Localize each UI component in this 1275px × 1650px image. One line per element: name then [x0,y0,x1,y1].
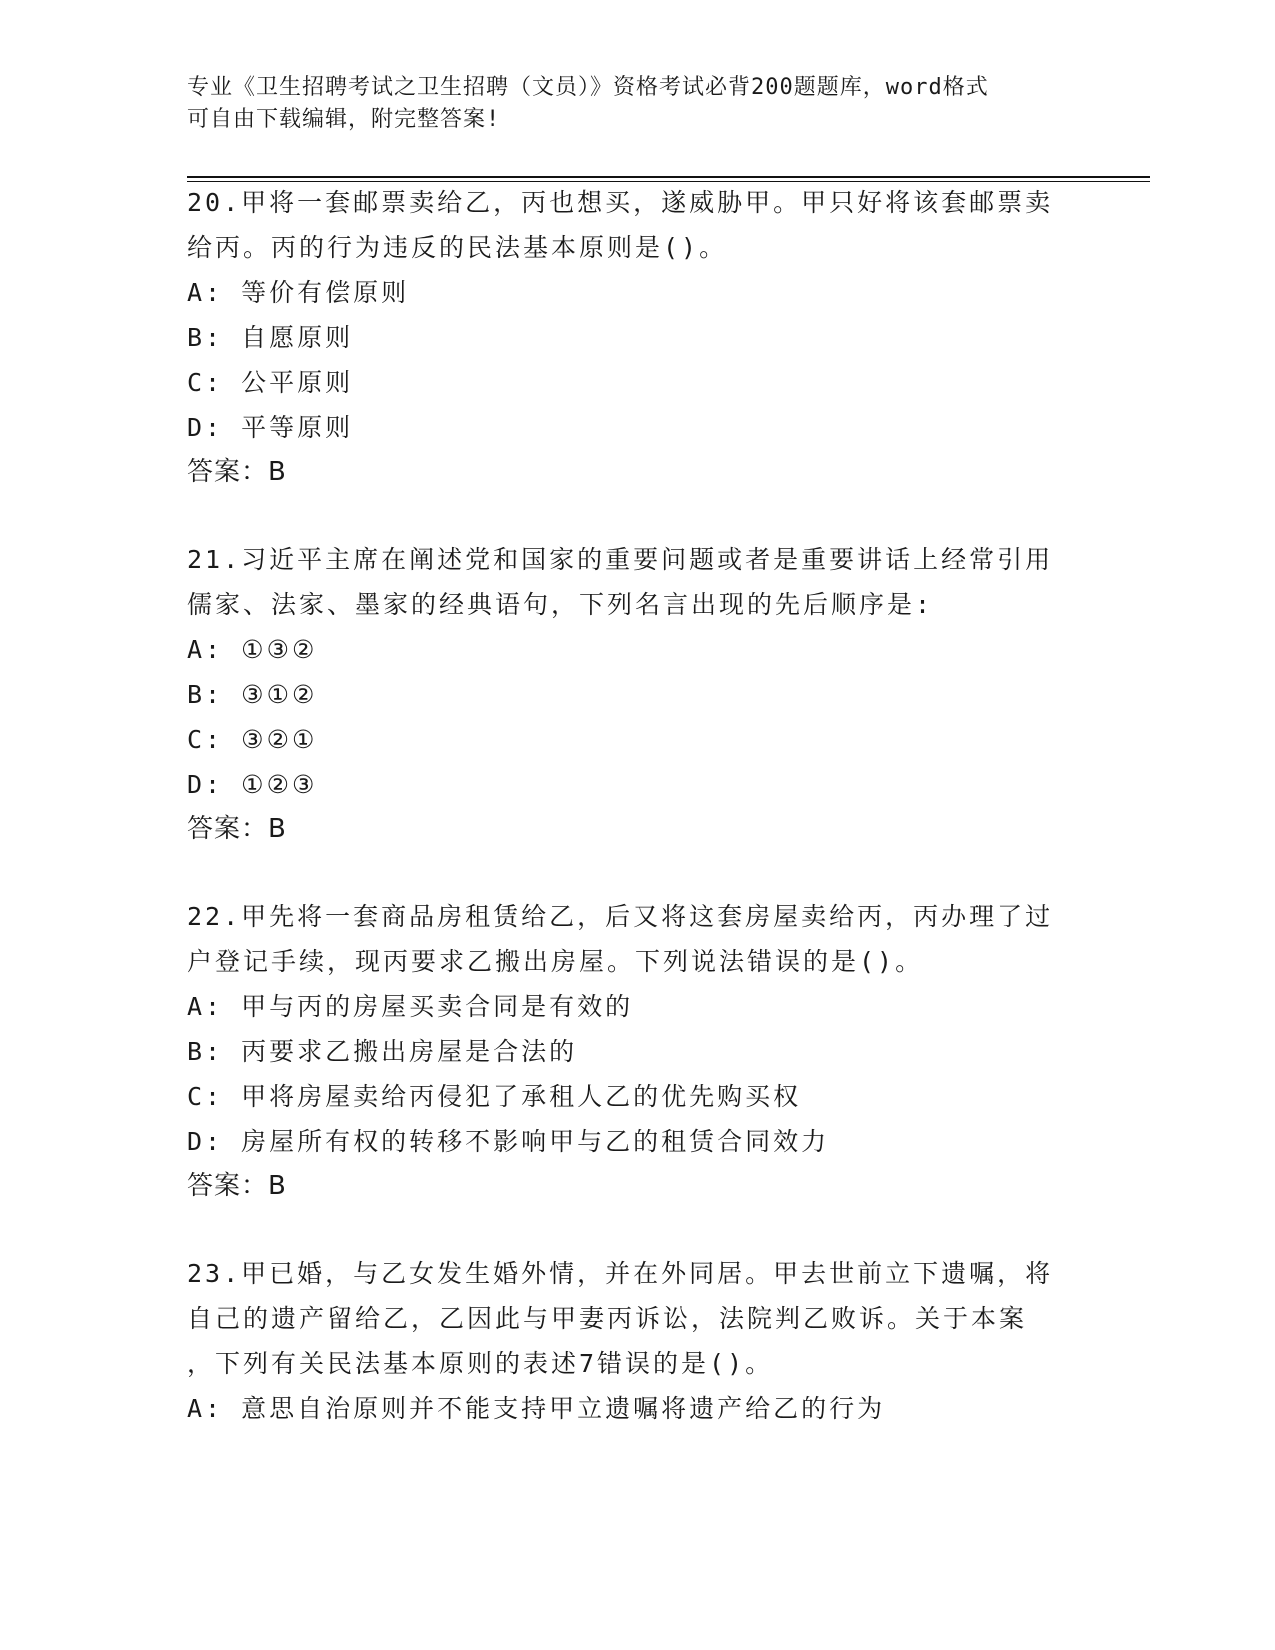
option-c: C: 公平原则 [187,368,354,397]
question-stem-line: 23.甲已婚，与乙女发生婚外情，并在外同居。甲去世前立下遗嘱，将 [187,1259,1054,1288]
header-divider-thick [187,176,1150,178]
option-a: A: 甲与丙的房屋买卖合同是有效的 [187,992,634,1021]
option-b: B: 丙要求乙搬出房屋是合法的 [187,1037,578,1066]
header-line-2: 可自由下载编辑，附完整答案! [187,107,501,132]
question-stem-line: 20.甲将一套邮票卖给乙，丙也想买，遂威胁甲。甲只好将该套邮票卖 [187,188,1054,217]
option-d: D: 房屋所有权的转移不影响甲与乙的租赁合同效力 [187,1127,830,1156]
option-a: A: 意思自治原则并不能支持甲立遗嘱将遗产给乙的行为 [187,1394,886,1423]
question-22 [187,894,1087,1209]
option-a: A: 等价有偿原则 [187,278,410,307]
question-21 [187,537,1087,852]
option-b: B: 自愿原则 [187,323,354,352]
option-c: C: 甲将房屋卖给丙侵犯了承租人乙的优先购买权 [187,1082,802,1111]
document-header [187,72,1087,136]
option-d: D: ①②③ [187,770,318,799]
answer-line: 答案：B [187,814,287,844]
question-stem-line: 21.习近平主席在阐述党和国家的重要问题或者是重要讲话上经常引用 [187,545,1054,574]
option-b: B: ③①② [187,680,318,709]
question-stem-line: ，下列有关民法基本原则的表述7错误的是()。 [187,1349,774,1378]
question-stem-line: 儒家、法家、墨家的经典语句，下列名言出现的先后顺序是: [187,590,934,619]
option-d: D: 平等原则 [187,413,354,442]
answer-line: 答案：B [187,457,287,487]
header-line-1: 专业《卫生招聘考试之卫生招聘（文员）》资格考试必背200题题库，word格式 [187,75,989,100]
option-c: C: ③②① [187,725,318,754]
question-stem-line: 给丙。丙的行为违反的民法基本原则是()。 [187,233,728,262]
question-stem-line: 22.甲先将一套商品房租赁给乙，后又将这套房屋卖给丙，丙办理了过 [187,902,1054,931]
question-stem-line: 户登记手续，现丙要求乙搬出房屋。下列说法错误的是()。 [187,947,924,976]
question-stem-line: 自己的遗产留给乙，乙因此与甲妻丙诉讼，法院判乙败诉。关于本案 [187,1304,1028,1333]
question-20 [187,180,1087,495]
answer-line: 答案：B [187,1171,287,1201]
question-23 [187,1251,1087,1431]
option-a: A: ①③② [187,635,318,664]
